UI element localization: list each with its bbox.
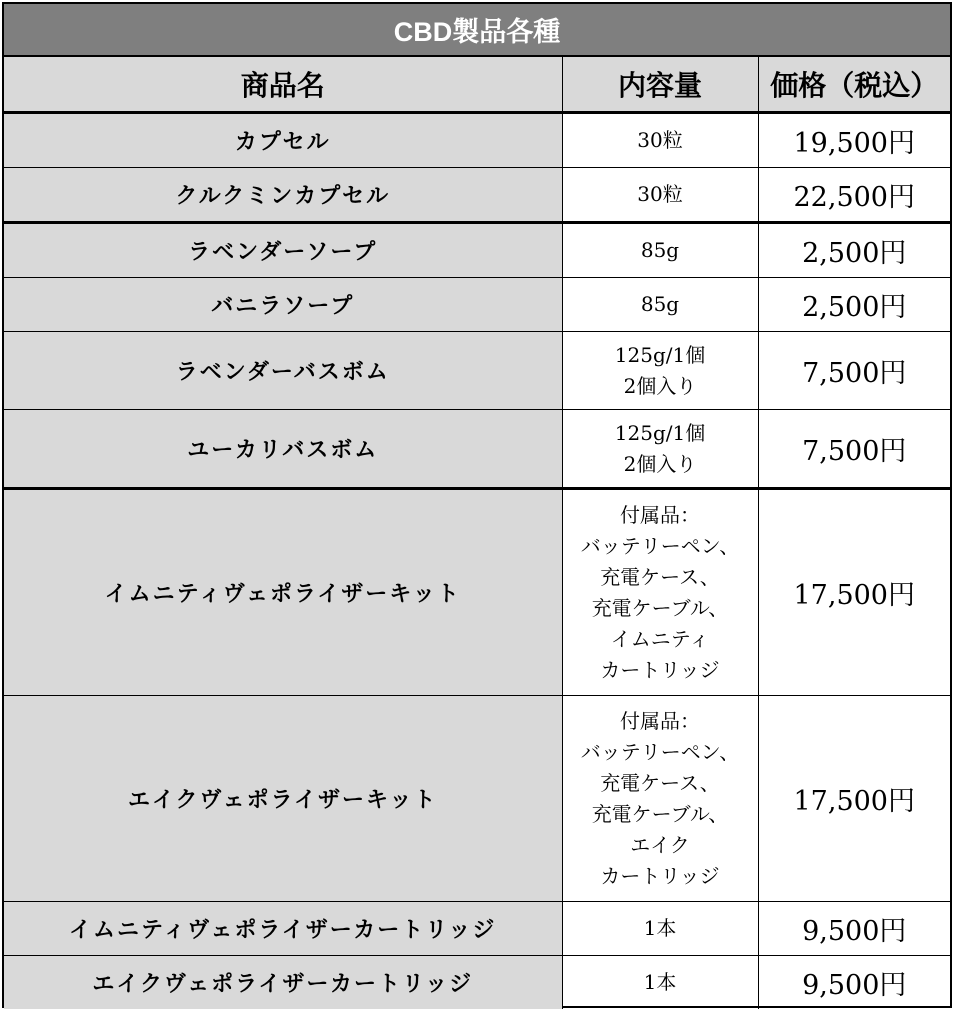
product-capacity: 1本 xyxy=(562,956,758,1010)
product-name: ラベンダーソープ xyxy=(4,223,562,278)
table-row xyxy=(4,956,950,1010)
table-row xyxy=(4,332,950,410)
product-capacity: 30粒 xyxy=(562,168,758,223)
product-price: 19,500円 xyxy=(758,113,950,168)
product-capacity: 付属品： バッテリーペン、 充電ケース、 充電ケーブル、 イムニティ カートリッジ xyxy=(562,489,758,696)
product-price: 17,500円 xyxy=(758,489,950,696)
product-capacity: 125g/1個 2個入り xyxy=(562,332,758,410)
product-name: カプセル xyxy=(4,113,562,168)
product-capacity: 85g xyxy=(562,278,758,332)
table-title: CBD製品各種 xyxy=(4,4,950,57)
table-row xyxy=(4,168,950,223)
product-price: 17,500円 xyxy=(758,696,950,902)
product-capacity: 85g xyxy=(562,223,758,278)
product-price: 7,500円 xyxy=(758,410,950,489)
product-capacity: 125g/1個 2個入り xyxy=(562,410,758,489)
product-capacity: 1本 xyxy=(562,902,758,956)
product-price: 2,500円 xyxy=(758,278,950,332)
product-name: ラベンダーバスボム xyxy=(4,332,562,410)
table-row xyxy=(4,278,950,332)
header-row xyxy=(4,57,950,113)
header-capacity: 内容量 xyxy=(562,57,758,113)
product-name: バニラソープ xyxy=(4,278,562,332)
product-name: イムニティヴェポライザーカートリッジ xyxy=(4,902,562,956)
table-row xyxy=(4,223,950,278)
product-name: ユーカリバスボム xyxy=(4,410,562,489)
table-row xyxy=(4,410,950,489)
product-price: 9,500円 xyxy=(758,956,950,1010)
product-name: エイクヴェポライザーキット xyxy=(4,696,562,902)
product-price: 2,500円 xyxy=(758,223,950,278)
product-price: 7,500円 xyxy=(758,332,950,410)
product-name: クルクミンカプセル xyxy=(4,168,562,223)
table-row xyxy=(4,696,950,902)
product-capacity: 付属品： バッテリーペン、 充電ケース、 充電ケーブル、 エイク カートリッジ xyxy=(562,696,758,902)
table-row xyxy=(4,489,950,696)
product-price: 9,500円 xyxy=(758,902,950,956)
table-row xyxy=(4,902,950,956)
header-price: 価格（税込） xyxy=(758,57,950,113)
product-name: イムニティヴェポライザーキット xyxy=(4,489,562,696)
price-table-sheet xyxy=(2,2,952,1008)
product-price: 22,500円 xyxy=(758,168,950,223)
product-table xyxy=(4,57,950,1009)
product-name: エイクヴェポライザーカートリッジ xyxy=(4,956,562,1010)
table-row xyxy=(4,113,950,168)
product-capacity: 30粒 xyxy=(562,113,758,168)
header-name: 商品名 xyxy=(4,57,562,113)
